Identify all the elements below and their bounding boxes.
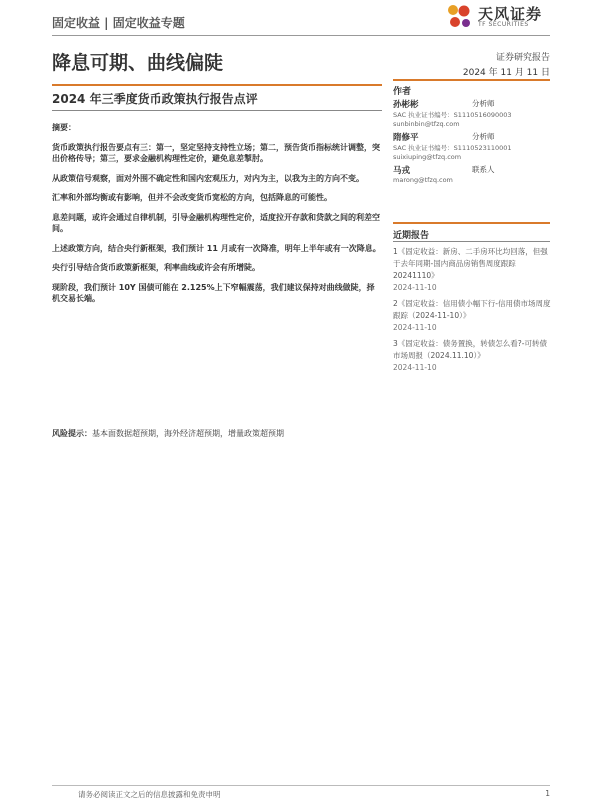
summary-label: 摘要： [52,123,76,132]
logo-name: 天风证券 [478,5,543,23]
author-role: 分析师 [472,99,495,108]
header-divider [52,35,550,36]
summary-section [52,122,382,313]
summary-paragraph: 上述政策方向，结合央行新框架，我们预计 11 月或有一次降准，明年上半年或有一次降息。 [52,243,381,253]
summary-paragraph: 现阶段，我们预计 10Y 国债可能在 2.125%上下窄幅震荡，我们建议保持对曲线做陡，择机交易长端。 [52,282,375,303]
author-name: 孙彬彬 [393,100,419,110]
sidebar-rule [393,79,550,81]
subtitle-rule [52,110,382,111]
page-number: 1 [545,789,550,798]
related-report-item[interactable] [393,338,551,374]
logo-mark-icon [444,2,474,32]
related-report-date: 2024-11-10 [393,363,437,372]
author-email[interactable]: marong@tfzq.com [393,176,453,184]
related-report-title[interactable]: 3《固定收益：债务置换，转债怎么看?-可转债市场周报（2024.11.10）》 [393,339,547,360]
risk-notice [52,428,382,439]
risk-label: 风险提示： [52,429,92,438]
author-cert: SAC 执业证书编号：S1110516090003 [393,111,512,119]
summary-paragraph: 汇率和外部均衡或有影响，但并不会改变货币宽松的方向，包括降息的可能性。 [52,193,332,202]
title-rule [52,84,382,86]
related-divider [393,241,550,242]
report-subtitle: 2024 年三季度货币政策执行报告点评 [52,92,258,106]
related-heading: 近期报告 [393,231,430,241]
report-type: 证券研究报告 [495,53,550,63]
logo-subtitle: TF SECURITIES [478,21,529,28]
page-title: 降息可期、曲线偏陡 [52,52,224,74]
author-role: 分析师 [472,132,495,141]
related-report-date: 2024-11-10 [393,283,437,292]
author-cert: SAC 执业证书编号：S1110523110001 [393,144,512,152]
related-rule [393,222,550,224]
related-report-title[interactable]: 2《固定收益：信用债小幅下行-信用债市场周度跟踪（2024-11-10）》 [393,299,551,320]
summary-paragraph: 从政策信号观察，面对外围不确定性和国内宏观压力，对内为主，以我为主的方向不变。 [52,173,364,183]
related-list [393,246,551,378]
author-name: 隋修平 [393,133,419,143]
summary-paragraph: 央行引导结合货币政策新框架，利率曲线或许会有所增陡。 [52,263,260,272]
footer-disclaimer: 请务必阅读正文之后的信息披露和免责申明 [78,790,221,799]
related-report-title[interactable]: 1《固定收益：新房、二手房环比均回落，但强于去年同期-国内商品房销售周度跟踪 20241110》 [393,247,548,280]
related-report-date: 2024-11-10 [393,323,437,332]
author-email[interactable]: sunbinbin@tfzq.com [393,120,460,128]
summary-paragraph: 货币政策执行报告要点有三：第一，坚定坚持支持性立场；第二，预告货币指标统计调整，突出价格传导；第三，要求金融机构理性定价，避免息差掣肘。 [52,142,380,163]
authors-heading: 作者 [393,87,412,97]
risk-text: 基本面数据超预期，海外经济超预期，增量政策超预期 [92,429,284,438]
author-name: 马戎 [393,166,411,176]
author-email[interactable]: suixiuping@tfzq.com [393,153,462,161]
related-report-item[interactable] [393,246,551,294]
author-role: 联系人 [472,165,495,174]
report-date: 2024 年 11 月 11 日 [462,68,550,78]
header-breadcrumb: 固定收益 | 固定收益专题 [52,16,185,30]
summary-paragraph: 息差问题，或许会通过自律机制，引导金融机构理性定价，适度拉开存款和贷款之间的利差空间。 [52,212,380,233]
company-logo [444,2,554,32]
footer-divider [52,785,550,786]
related-report-item[interactable] [393,298,551,334]
